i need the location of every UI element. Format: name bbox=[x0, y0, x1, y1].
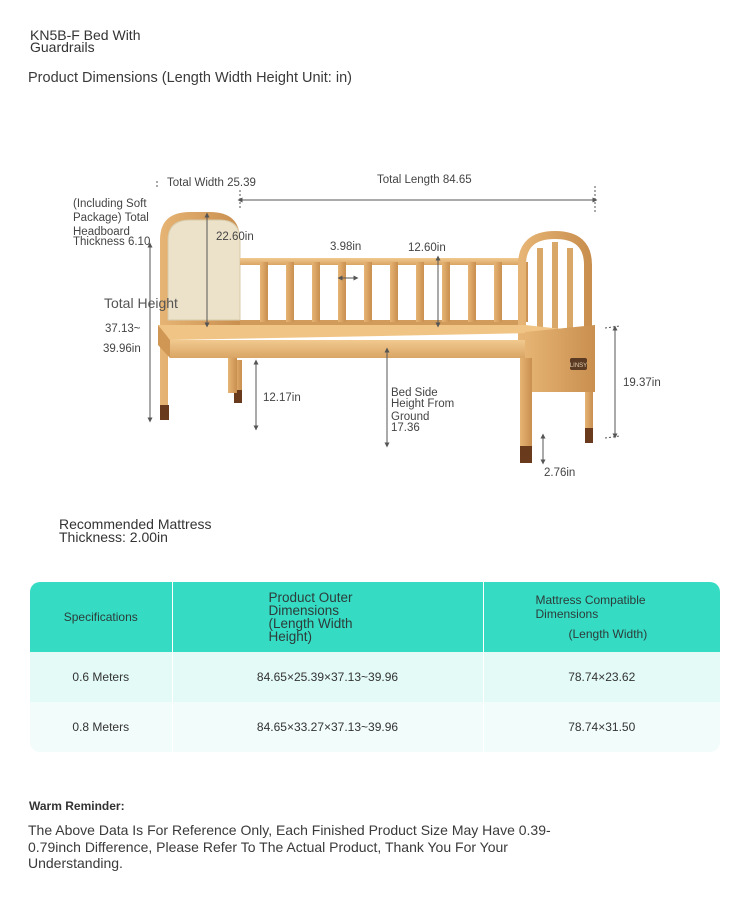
total-height-line1: 37.13~ bbox=[105, 323, 141, 335]
total-width-label: Total Width 25.39 bbox=[167, 177, 256, 189]
row-product-dimensions: 84.65×25.39×37.13~39.96 bbox=[172, 652, 483, 702]
rail-height-label: 12.60in bbox=[408, 242, 446, 254]
bed-illustration bbox=[158, 212, 595, 463]
row-mattress-dimensions: 78.74×23.62 bbox=[483, 652, 720, 702]
header-product-dimensions bbox=[172, 582, 483, 652]
row-spec: 0.8 Meters bbox=[30, 702, 172, 752]
warm-reminder-body: The Above Data Is For Reference Only, Each Finished Product Size May Have 0.39-0.79inch Difference, Please Refer To The Actual Product, Thank You For Your Understanding. bbox=[28, 822, 551, 871]
row-product-dimensions: 84.65×33.27×37.13~39.96 bbox=[172, 702, 483, 752]
brand-tag: LINSY bbox=[569, 363, 588, 369]
recommended-mattress-note: Recommended Mattress Thickness: 2.00in bbox=[59, 516, 212, 545]
headboard-thickness-line2: Package) Total bbox=[73, 212, 149, 224]
bed-side-line1: Bed Side bbox=[391, 387, 438, 399]
header-specifications: Specifications bbox=[30, 582, 172, 652]
headboard-height-label: 22.60in bbox=[216, 231, 254, 243]
product-title: KN5B-F Bed With Guardrails bbox=[30, 27, 141, 55]
header-product-label: Product Outer Dimensions (Length Width Height) bbox=[268, 590, 353, 644]
dimensions-subtitle: Product Dimensions (Length Width Height Unit: in) bbox=[28, 70, 352, 86]
total-height-line2: 39.96in bbox=[103, 343, 141, 355]
bed-side-line2: Height From bbox=[391, 398, 455, 410]
headboard-thickness-line3: Headboard bbox=[73, 226, 130, 238]
row-spec: 0.6 Meters bbox=[30, 652, 172, 702]
specifications-table bbox=[30, 582, 720, 752]
bed-dimension-diagram bbox=[60, 170, 710, 480]
table-row bbox=[30, 702, 720, 752]
rail-gap-label: 3.98in bbox=[330, 241, 362, 253]
header-mattress-line2: (Length Width) bbox=[568, 627, 648, 641]
row-mattress-dimensions: 78.74×31.50 bbox=[483, 702, 720, 752]
headboard-thickness-line1: (Including Soft bbox=[73, 198, 147, 210]
header-mattress-line1: Mattress Compatible Dimensions bbox=[535, 593, 646, 621]
warm-reminder-title: Warm Reminder: bbox=[29, 799, 125, 813]
bed-side-line3: Ground bbox=[391, 411, 430, 423]
leg-height-label: 2.76in bbox=[544, 467, 576, 479]
header-mattress-dimensions bbox=[483, 582, 720, 652]
footboard-height-label: 19.37in bbox=[623, 377, 661, 389]
headboard-thickness-line4: Thickness 6.10 bbox=[73, 236, 151, 248]
leg-clearance-label: 12.17in bbox=[263, 392, 301, 404]
total-length-label: Total Length 84.65 bbox=[377, 174, 472, 186]
table-row bbox=[30, 652, 720, 702]
table-header-row bbox=[30, 582, 720, 652]
bed-side-line4: 17.36 bbox=[391, 422, 420, 434]
total-height-title: Total Height bbox=[104, 295, 178, 311]
